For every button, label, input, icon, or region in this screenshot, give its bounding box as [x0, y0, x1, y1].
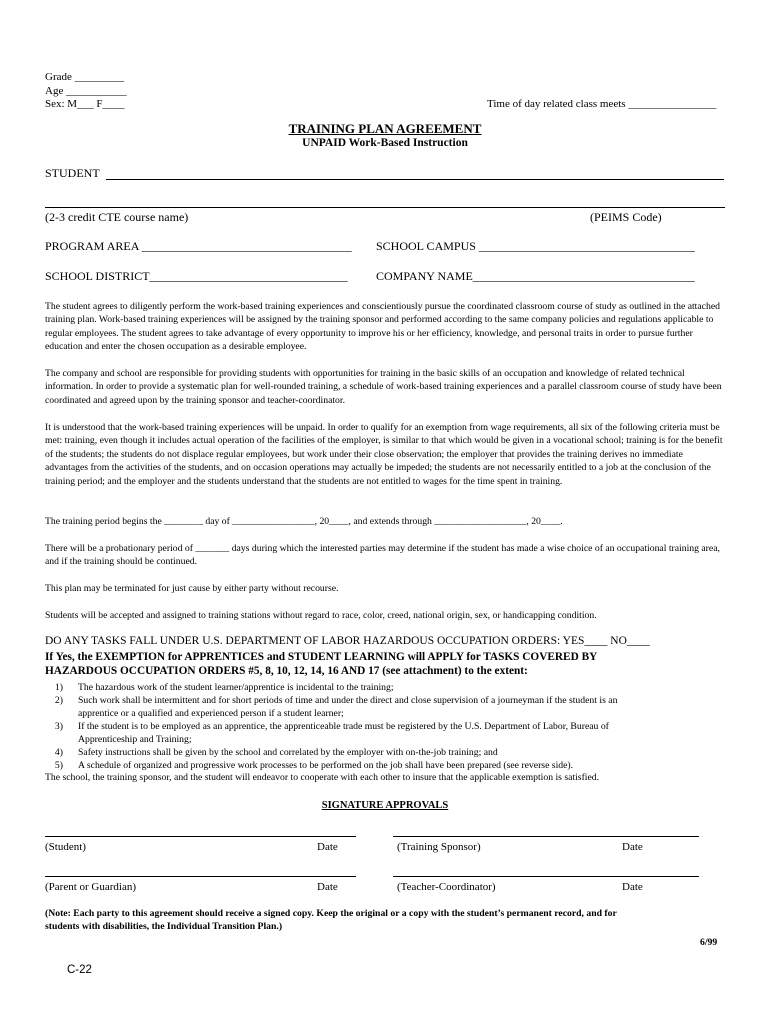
company-school-paragraph: The company and school are responsible for providing students with opportunities for training in the basic skills of an occupation and knowledge of related technical information. In order to provide a systematic plan for well-rounded training, a schedule of work-based training experiences and a parallel classroom course of study have been coordinated and agreed upon by the training sponsor and teacher-coordinator.	[45, 368, 722, 406]
sponsor-signature-line[interactable]	[393, 836, 699, 837]
teacher-signature-line[interactable]	[393, 876, 699, 877]
school-campus-field[interactable]: SCHOOL CAMPUS ____________________________________	[376, 239, 695, 253]
parent-signature-label: (Parent or Guardian)	[45, 881, 137, 893]
nondiscrimination-paragraph: Students will be accepted and assigned to training stations without regard to race, color, creed, national origin, sex, or handicapping condition.	[45, 610, 597, 621]
student-date-label: Date	[317, 841, 338, 853]
program-area-field[interactable]: PROGRAM AREA ___________________________________	[45, 239, 352, 253]
student-input-line[interactable]	[106, 179, 724, 180]
form-id: C-22	[67, 964, 92, 976]
school-district-field[interactable]: SCHOOL DISTRICT_________________________________	[45, 269, 348, 283]
student-agreement-paragraph: The student agrees to diligently perform the work-based training experiences and conscientiously pursue the coordinated classroom course of study as outlined in the attached training plan. Work-based training experiences will be assigned by the training sponsor and performed according to the same company policies and regulations applicable to regular employees. The student agrees to take advantage of every opportunity to improve his or her efficiency, knowledge, and personal traits in order to pursue further education and enter the chosen occupation as a desirable employee.	[45, 301, 720, 353]
exemption-heading-line1: If Yes, the EXEMPTION for APPRENTICES and STUDENT LEARNING will APPLY for TASKS COVERED BY	[45, 651, 598, 663]
hazard-question[interactable]: DO ANY TASKS FALL UNDER U.S. DEPARTMENT OF LABOR HAZARDOUS OCCUPATION ORDERS: YES____ NO____	[45, 635, 650, 647]
training-period-field[interactable]: The training period begins the ________ day of _________________, 20____, and extends through ___________________, 20____.	[45, 516, 563, 527]
sponsor-date-label: Date	[622, 841, 643, 853]
class-time-field[interactable]: Time of day related class meets ________________	[487, 98, 717, 110]
signature-approvals-heading: SIGNATURE APPROVALS	[321, 800, 449, 811]
page-title: TRAINING PLAN AGREEMENT	[288, 121, 482, 136]
note-line-2: students with disabilities, the Individual Transition Plan.)	[45, 921, 283, 932]
teacher-signature-label: (Teacher-Coordinator)	[397, 881, 496, 893]
course-name-label: (2-3 credit CTE course name)	[45, 210, 189, 224]
sex-field[interactable]: Sex: M___ F____	[45, 98, 125, 110]
unpaid-criteria-paragraph: It is understood that the work-based training experiences will be unpaid. In order to qualify for an exemption from wage requirements, all six of the following criteria must be met: training, even though it includes actual operation of the facilities of the employer, is similar to that which would be given in a vocational school; training is for the benefit of the students; the students do not displace regular employees, but work under their close observation; the employer that provides the training derives no immediate advantages from the activities of the students, and on occasion operations may actually be impeded; the students are not necessarily entitled to a job at the conclusion of the training period; and the employer and the students understand that the students are not entitled to wages for the time spent in training.	[45, 422, 723, 487]
peims-code-label: (PEIMS Code)	[590, 210, 662, 224]
teacher-date-label: Date	[622, 881, 643, 893]
student-signature-label: (Student)	[45, 841, 86, 853]
note-line-1: (Note: Each party to this agreement should receive a signed copy. Keep the original or a copy with the student’s permanent record, and for	[45, 908, 617, 919]
course-input-line[interactable]	[45, 207, 725, 208]
parent-signature-line[interactable]	[45, 876, 356, 877]
page-subtitle: UNPAID Work-Based Instruction	[302, 137, 468, 149]
student-signature-line[interactable]	[45, 836, 356, 837]
exemption-heading-line2: HAZARDOUS OCCUPATION ORDERS #5, 8, 10, 12, 14, 16 AND 17 (see attachment) to the extent:	[45, 665, 528, 677]
grade-field[interactable]: Grade _________	[45, 71, 125, 83]
company-name-field[interactable]: COMPANY NAME_____________________________________	[376, 269, 695, 283]
probationary-period-paragraph: There will be a probationary period of _______ days during which the interested parties may determine if the student has made a wise choice of an occupational training area, and if the training should be continued.	[45, 543, 720, 568]
exemption-closing: The school, the training sponsor, and the student will endeavor to cooperate with each other to insure that the applicable exemption is satisfied.	[45, 772, 600, 783]
student-label: STUDENT	[45, 166, 100, 180]
sponsor-signature-label: (Training Sponsor)	[397, 841, 481, 853]
parent-date-label: Date	[317, 881, 338, 893]
termination-paragraph: This plan may be terminated for just cause by either party without recourse.	[45, 583, 339, 594]
age-field[interactable]: Age ___________	[45, 85, 127, 97]
revision-date: 6/99	[700, 937, 718, 948]
